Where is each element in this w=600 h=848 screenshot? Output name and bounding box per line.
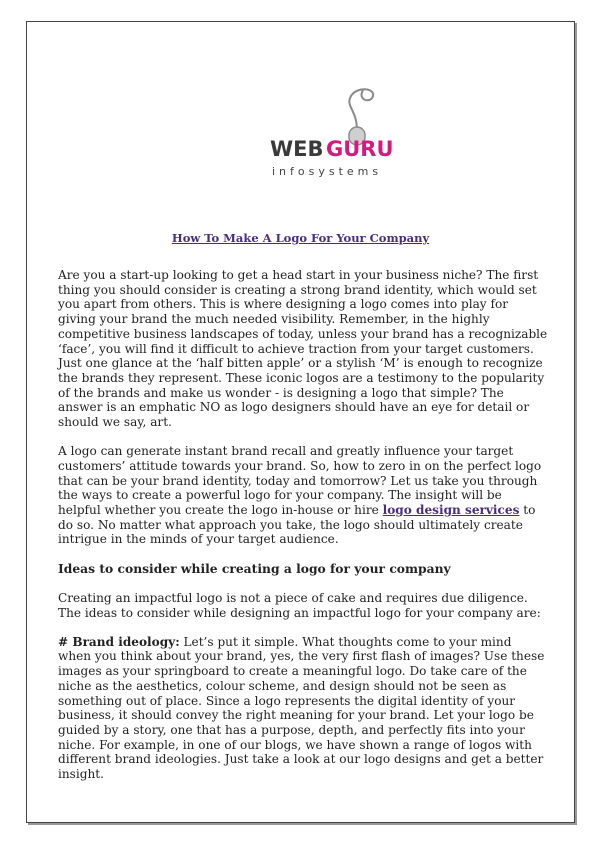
- logo-brand-left: WEB: [270, 137, 324, 161]
- approach-text-before: A logo can generate instant brand recall and greatly influence your target customers’ attitude towards your brand. So, how to zero in on the perfect logo that can be your brand identity, today and tomorrow? Let us take you through the ways to create a powerful logo for your company. The insight will be helpful whether you create the logo in-house or hire: [58, 444, 542, 518]
- document-page: [26, 21, 575, 823]
- logo-brand-right: GURU: [326, 137, 394, 161]
- company-logo: [245, 82, 415, 182]
- logo-design-services-link[interactable]: logo design services: [382, 503, 520, 518]
- ideas-paragraph: Creating an impactful logo is not a piece of cake and requires due diligence. The ideas to consider while designing an impactful logo for your company are:: [58, 590, 541, 620]
- approach-paragraph: [58, 444, 548, 547]
- mouse-cable-icon: [349, 89, 373, 130]
- logo-subtitle: infosystems: [272, 165, 383, 178]
- article-body: [58, 268, 548, 796]
- brand-ideology-text: Let’s put it simple. What thoughts come to your mind when you think about your brand, yes, the very first flash of images? Use these images as your springboard to create a meaningful logo. Do take care of the niche as the aesthetics, colour scheme, and design should not be seen as something out of place. Since a logo represents the digital identity of your business, it should convey the right meaning for your brand. Let your logo be guided by a story, one that has a purpose, depth, and perfectly fits into your niche. For example, in one of our blogs, we have shown a range of logos with different brand ideologies. Just take a look at our logo designs and get a better insight.: [58, 634, 545, 782]
- brand-ideology-lead: # Brand ideology:: [58, 634, 180, 649]
- webguru-logo-icon: [245, 82, 415, 182]
- intro-paragraph: Are you a start-up looking to get a head start in your business niche? The first thing you should consider is creating a strong brand identity, which would set you apart from others. This is where designing a logo comes into play for giving your brand the much needed visibility. Remember, in the highly competitive business landscapes of today, unless your brand has a recognizable ‘face’, you will find it difficult to achieve traction from your target customers. Just one glance at the ‘half bitten apple’ or a stylish ‘M’ is enough to recognize the brands they represent. These iconic logos are a testimony to the popularity of the brands and make us wonder - is designing a logo that simple? The answer is an emphatic NO as logo designers should have an eye for detail or should we say, art.: [58, 268, 548, 430]
- approach-text-after: to do so. No matter what approach you take, the logo should ultimately create intrigue in the minds of your target audience.: [58, 503, 536, 547]
- section-heading: Ideas to consider while creating a logo for your company: [58, 560, 451, 576]
- brand-ideology-paragraph: [58, 635, 548, 782]
- page-title[interactable]: How To Make A Logo For Your Company: [171, 231, 430, 245]
